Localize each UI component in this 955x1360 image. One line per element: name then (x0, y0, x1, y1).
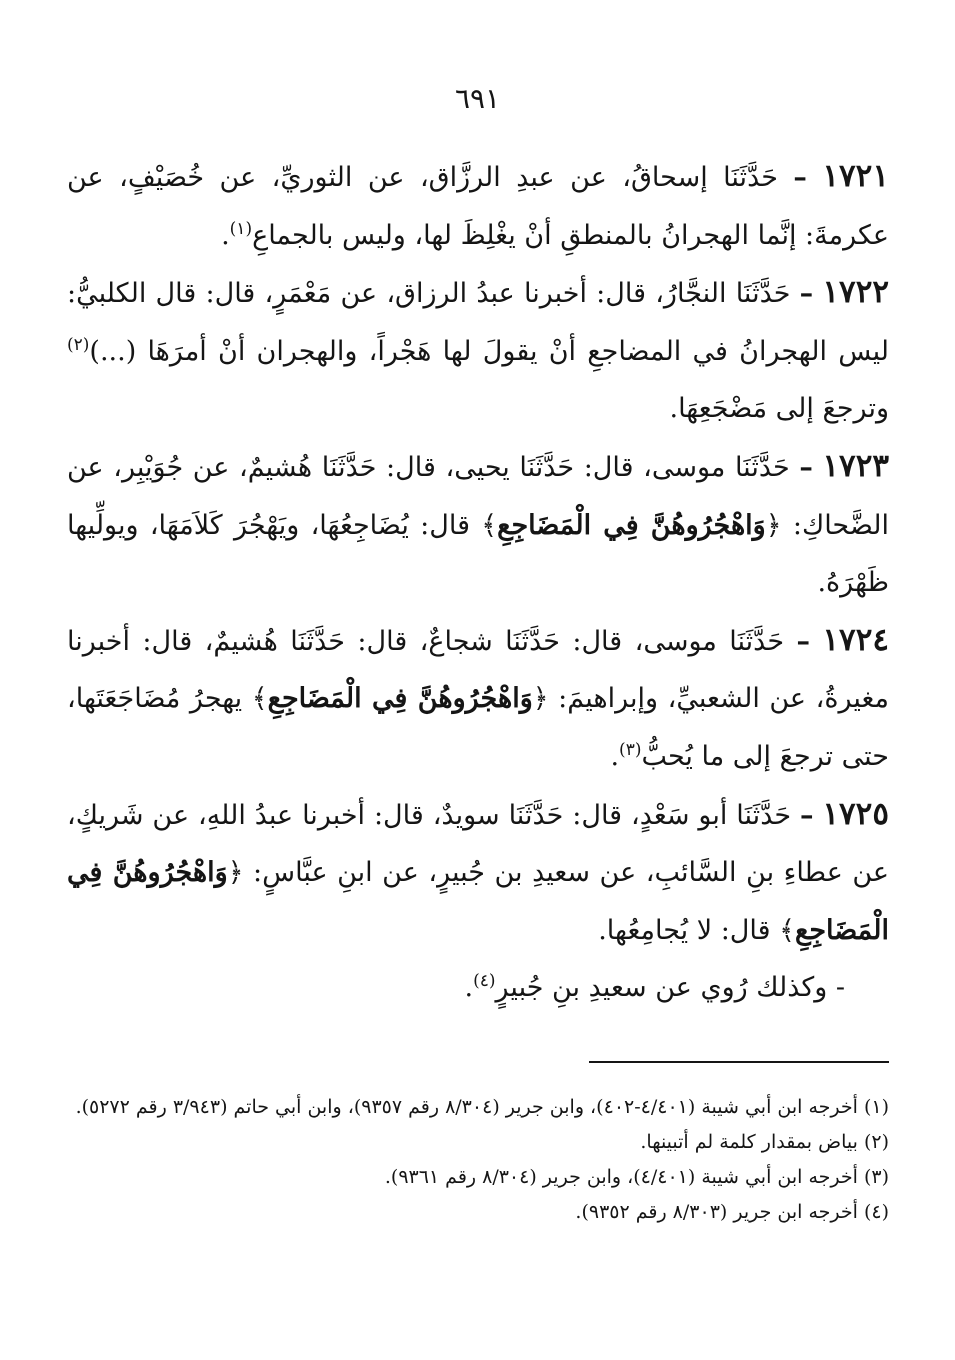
hadith-entry (67, 264, 889, 438)
hadith-text: حَدَّثَنَا إسحاقُ، عن عبدِ الرزَّاق، عن الثوريِّ، عن خُصَيْفٍ، عن عكرمةَ: إنَّما الهجرانُ بالمنطقِ أنْ يغْلِظَ لها، وليس بالجماعِ (67, 162, 889, 251)
number-dash: – (799, 278, 814, 310)
footnote-reference: (١) (229, 218, 253, 239)
hadith-number: ١٧٢٣ (822, 447, 890, 484)
quran-close-bracket: ﴾ (481, 509, 498, 541)
hadith-entry (67, 148, 889, 264)
number-dash: – (799, 799, 814, 831)
note-text: - وكذلك رُوي عن سعيدِ بنِ جُبيرٍ (495, 972, 845, 1004)
quran-verse: وَاهْجُرُوهُنَّ فِي الْمَضَاجِعِ (267, 683, 533, 715)
note-text: . (464, 972, 474, 1004)
quran-verse: وَاهْجُرُوهُنَّ فِي الْمَضَاجِعِ (497, 509, 766, 541)
footnote: (٢) بياض بمقدار كلمة لم أتبينها. (640, 1131, 889, 1153)
footnotes (67, 1090, 889, 1230)
quran-open-bracket: ﴿ (227, 857, 244, 889)
footnote-separator (589, 1061, 889, 1063)
quran-close-bracket: ﴾ (251, 683, 268, 715)
hadith-text: حَدَّثَنَا النجَّارُ، قال: أخبرنا عبدُ الرزاق، عن مَعْمَرٍ، قال: قال الكلبيُّ: ليس الهجرانُ في المضاجعِ أنْ يقولَ لها هَجْراً، والهجران أنْ أمرَهَا (...) (67, 278, 889, 367)
hadith-text: . (221, 219, 230, 251)
hadith-text: حَدَّثَنَا أبو سَعْدٍ، قال: حَدَّثَنَا سويدٌ، قال: أخبرنا عبدُ اللهِ، عن شَريكٍ، عن عطاءِ بنِ السَّائبِ، عن سعيدِ بن جُبيرٍ، عن ابنِ عبَّاسٍ: (67, 799, 889, 889)
quran-open-bracket: ﴿ (532, 683, 549, 715)
hadith-text: . (610, 740, 620, 772)
hadith-number: ١٧٢٥ (822, 795, 889, 832)
quran-verse: وَاهْجُرُوهُنَّ فِي الْمَضَاجِعِ (67, 857, 889, 946)
footnote-reference: (٣) (619, 739, 642, 760)
hadith-text: حَدَّثَنَا موسى، قال: حَدَّثَنَا شجاعٌ، قال: حَدَّثَنَا هُشيمٌ، قال: أخبرنا مغيرةُ، عن الشعبيِّ، وإبراهيمَ: (67, 625, 889, 715)
hadith-entry (67, 786, 889, 960)
additional-note (67, 959, 889, 1017)
number-dash: – (796, 625, 810, 657)
footnote-reference: (٤) (473, 971, 496, 992)
hadith-text: قال: يُضَاجِعُهَا، ويَهْجُرَ كَلاَمَهَا، ويولِّيها ظَهْرَهُ. (67, 509, 889, 599)
quran-open-bracket: ﴿ (765, 509, 782, 541)
page-body (67, 148, 889, 1017)
footnote-reference: (٢) (67, 334, 90, 355)
quran-close-bracket: ﴾ (779, 914, 795, 946)
number-dash: – (799, 451, 813, 483)
hadith-number: ١٧٢٤ (822, 621, 889, 658)
hadith-number: ١٧٢١ (822, 158, 889, 194)
hadith-entry (67, 612, 889, 786)
hadith-text: قال: لا يُجامِعُها. (598, 914, 780, 946)
hadith-text: وترجعَ إلى مَضْجَعِهَا. (669, 393, 889, 425)
hadith-text: حَدَّثَنَا موسى، قال: حَدَّثَنَا يحيى، قال: حَدَّثَنَا هُشيمٌ، عن جُوَيْبِر، عن الضَّحاكِ: (67, 451, 890, 541)
footnote: (٣) أخرجه ابن أبي شيبة (٤/٤٠١)، وابن جرير (٨/٣٠٤ رقم ٩٣٦١). (384, 1166, 889, 1188)
hadith-text: يهجرُ مُضَاجَعَتَها، حتى ترجعَ إلى ما يُحبُّ (67, 683, 889, 772)
page-number: ٦٩١ (454, 82, 501, 115)
footnote: (٤) أخرجه ابن جرير (٨/٣٠٣ رقم ٩٣٥٢). (575, 1201, 889, 1223)
hadith-entry (67, 438, 889, 612)
hadith-number: ١٧٢٢ (822, 274, 889, 311)
footnote: (١) أخرجه ابن أبي شيبة (٤/٤٠١-٤٠٢)، وابن جرير (٨/٣٠٤ رقم ٩٣٥٧)، وابن أبي حاتم (٣/٩٤٣ رقم ٥٢٧٢). (75, 1096, 889, 1118)
number-dash: – (793, 162, 807, 193)
